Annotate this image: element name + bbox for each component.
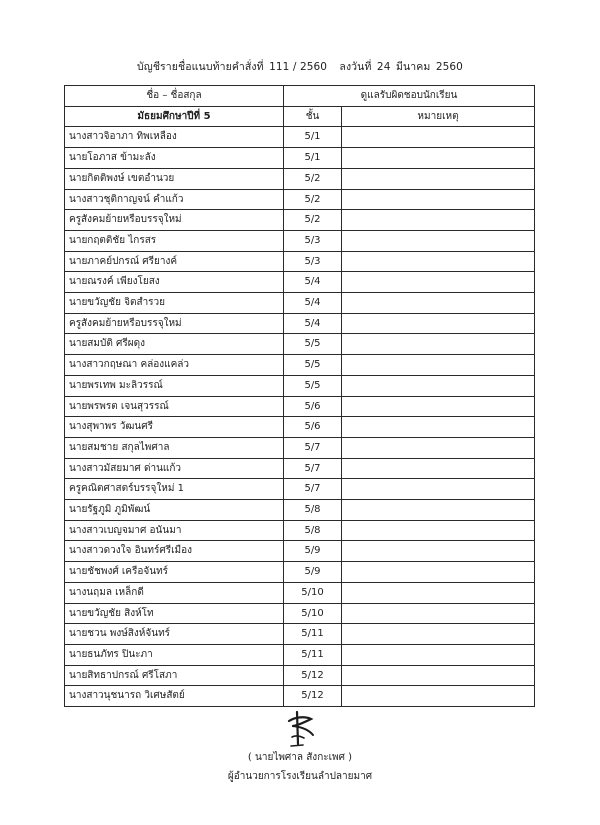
table-header-row	[65, 86, 535, 107]
class-grade-cell: 5/2	[284, 168, 342, 189]
signature-mark	[275, 708, 325, 750]
class-grade-cell: 5/6	[284, 396, 342, 417]
date-prefix: ลงวันที่	[339, 61, 372, 73]
teacher-roster-table	[64, 85, 535, 707]
table-row	[65, 251, 535, 272]
roster-body	[65, 127, 535, 707]
table-row	[65, 148, 535, 169]
teacher-name-cell: นางสาวกฤษณา คล่องแคล่ว	[65, 355, 284, 376]
teacher-name-cell: นางสาวจิอาภา ทิพเหลือง	[65, 127, 284, 148]
class-grade-cell: 5/7	[284, 479, 342, 500]
teacher-name-cell: นางสาวมัสยมาศ ด่านแก้ว	[65, 458, 284, 479]
date-year: 2560	[435, 61, 463, 73]
teacher-name-cell: นางสาวดวงใจ อินทร์ศรีเมือง	[65, 541, 284, 562]
class-grade-cell: 5/8	[284, 500, 342, 521]
table-row	[65, 624, 535, 645]
teacher-name-cell: นางสุพาพร วัฒนศรี	[65, 417, 284, 438]
class-grade-cell: 5/6	[284, 417, 342, 438]
teacher-name-cell: นายธนภัทร ปินะภา	[65, 644, 284, 665]
table-row	[65, 313, 535, 334]
teacher-name-cell: นายขวัญชัย สิงห์โท	[65, 603, 284, 624]
note-cell	[342, 500, 535, 521]
signatory-name: ( นายไพศาล สังกะเพศ )	[247, 752, 353, 763]
table-row	[65, 520, 535, 541]
note-cell	[342, 624, 535, 645]
teacher-name-cell: นายสิทธาปกรณ์ ศรีโสภา	[65, 665, 284, 686]
table-row	[65, 644, 535, 665]
note-cell	[342, 127, 535, 148]
teacher-name-cell: นายขวัญชัย จิตสำรวย	[65, 293, 284, 314]
table-subheader-row	[65, 106, 535, 127]
teacher-name-cell: นายสมชาย สกุลไพศาล	[65, 437, 284, 458]
note-column-header: หมายเหตุ	[342, 106, 535, 127]
duty-column-header: ดูแลรับผิดชอบนักเรียน	[284, 86, 535, 107]
class-grade-cell: 5/3	[284, 230, 342, 251]
date-month: มีนาคม	[395, 61, 431, 73]
teacher-name-cell: ครูสังคมย้ายหรือบรรจุใหม่	[65, 210, 284, 231]
table-row	[65, 168, 535, 189]
class-grade-cell: 5/5	[284, 334, 342, 355]
note-cell	[342, 582, 535, 603]
class-grade-cell: 5/4	[284, 313, 342, 334]
note-cell	[342, 603, 535, 624]
note-cell	[342, 375, 535, 396]
note-cell	[342, 168, 535, 189]
class-grade-cell: 5/7	[284, 458, 342, 479]
table-row	[65, 127, 535, 148]
note-cell	[342, 686, 535, 707]
table-row	[65, 375, 535, 396]
date-day: 24	[376, 61, 391, 73]
name-column-header: ชื่อ – ชื่อสกุล	[65, 86, 284, 107]
table-row	[65, 417, 535, 438]
class-grade-cell: 5/4	[284, 272, 342, 293]
teacher-name-cell: นายสมบัติ ศรีผดุง	[65, 334, 284, 355]
teacher-name-cell: นายชวน พงษ์สิงห์จันทร์	[65, 624, 284, 645]
teacher-name-cell: นายภาคย์ปกรณ์ ศรียางค์	[65, 251, 284, 272]
class-grade-cell: 5/9	[284, 541, 342, 562]
grade-column-header: ชั้น	[284, 106, 342, 127]
note-cell	[342, 272, 535, 293]
table-row	[65, 230, 535, 251]
note-cell	[342, 437, 535, 458]
note-cell	[342, 334, 535, 355]
teacher-name-cell: นางสาวนุชนารถ วิเศษสัตย์	[65, 686, 284, 707]
level-label: มัธยมศึกษาปีที่ 5	[65, 106, 284, 127]
teacher-name-cell: นางนฤมล เหล็กดี	[65, 582, 284, 603]
teacher-name-cell: นายกฤตติชัย ไกรสร	[65, 230, 284, 251]
note-cell	[342, 644, 535, 665]
document-title	[0, 58, 600, 75]
class-grade-cell: 5/9	[284, 562, 342, 583]
note-cell	[342, 230, 535, 251]
class-grade-cell: 5/10	[284, 582, 342, 603]
class-grade-cell: 5/4	[284, 293, 342, 314]
note-cell	[342, 562, 535, 583]
class-grade-cell: 5/2	[284, 210, 342, 231]
teacher-name-cell: นางสาวเบญจมาศ อนันมา	[65, 520, 284, 541]
table-row	[65, 293, 535, 314]
class-grade-cell: 5/11	[284, 644, 342, 665]
note-cell	[342, 541, 535, 562]
teacher-name-cell: นางสาวชุติกาญจน์ คำแก้ว	[65, 189, 284, 210]
note-cell	[342, 148, 535, 169]
note-cell	[342, 251, 535, 272]
class-grade-cell: 5/1	[284, 127, 342, 148]
class-grade-cell: 5/7	[284, 437, 342, 458]
note-cell	[342, 355, 535, 376]
table-row	[65, 603, 535, 624]
note-cell	[342, 396, 535, 417]
class-grade-cell: 5/3	[284, 251, 342, 272]
table-row	[65, 355, 535, 376]
teacher-name-cell: นายโอภาส ข้ามะลัง	[65, 148, 284, 169]
signatory-position: ผู้อำนวยการโรงเรียนลำปลายมาศ	[227, 771, 373, 782]
table-row	[65, 210, 535, 231]
class-grade-cell: 5/5	[284, 375, 342, 396]
teacher-name-cell: นายรัฐภูมิ ภูมิพัฒน์	[65, 500, 284, 521]
teacher-name-cell: นายชัชพงศ์ เครือจันทร์	[65, 562, 284, 583]
table-row	[65, 396, 535, 417]
table-row	[65, 334, 535, 355]
order-number: 111 / 2560	[269, 61, 328, 73]
teacher-name-cell: นายณรงค์ เพียงโยสง	[65, 272, 284, 293]
table-row	[65, 686, 535, 707]
note-cell	[342, 479, 535, 500]
title-prefix: บัญชีรายชื่อแนบท้ายคำสั่งที่	[137, 61, 264, 73]
table-row	[65, 541, 535, 562]
teacher-name-cell: นายพรเทพ มะลิวรรณ์	[65, 375, 284, 396]
table-row	[65, 582, 535, 603]
table-row	[65, 665, 535, 686]
teacher-name-cell: นายพรพรต เจนสุวรรณ์	[65, 396, 284, 417]
table-row	[65, 272, 535, 293]
table-row	[65, 458, 535, 479]
class-grade-cell: 5/11	[284, 624, 342, 645]
class-grade-cell: 5/12	[284, 665, 342, 686]
table-row	[65, 479, 535, 500]
note-cell	[342, 458, 535, 479]
table-row	[65, 437, 535, 458]
teacher-name-cell: นายกิตติพงษ์ เขตอำนวย	[65, 168, 284, 189]
class-grade-cell: 5/5	[284, 355, 342, 376]
class-grade-cell: 5/8	[284, 520, 342, 541]
class-grade-cell: 5/10	[284, 603, 342, 624]
table-row	[65, 562, 535, 583]
note-cell	[342, 293, 535, 314]
class-grade-cell: 5/12	[284, 686, 342, 707]
note-cell	[342, 189, 535, 210]
table-row	[65, 189, 535, 210]
class-grade-cell: 5/2	[284, 189, 342, 210]
class-grade-cell: 5/1	[284, 148, 342, 169]
teacher-name-cell: ครูคณิตศาสตร์บรรจุใหม่ 1	[65, 479, 284, 500]
note-cell	[342, 665, 535, 686]
note-cell	[342, 520, 535, 541]
teacher-name-cell: ครูสังคมย้ายหรือบรรจุใหม่	[65, 313, 284, 334]
note-cell	[342, 417, 535, 438]
note-cell	[342, 313, 535, 334]
table-row	[65, 500, 535, 521]
note-cell	[342, 210, 535, 231]
